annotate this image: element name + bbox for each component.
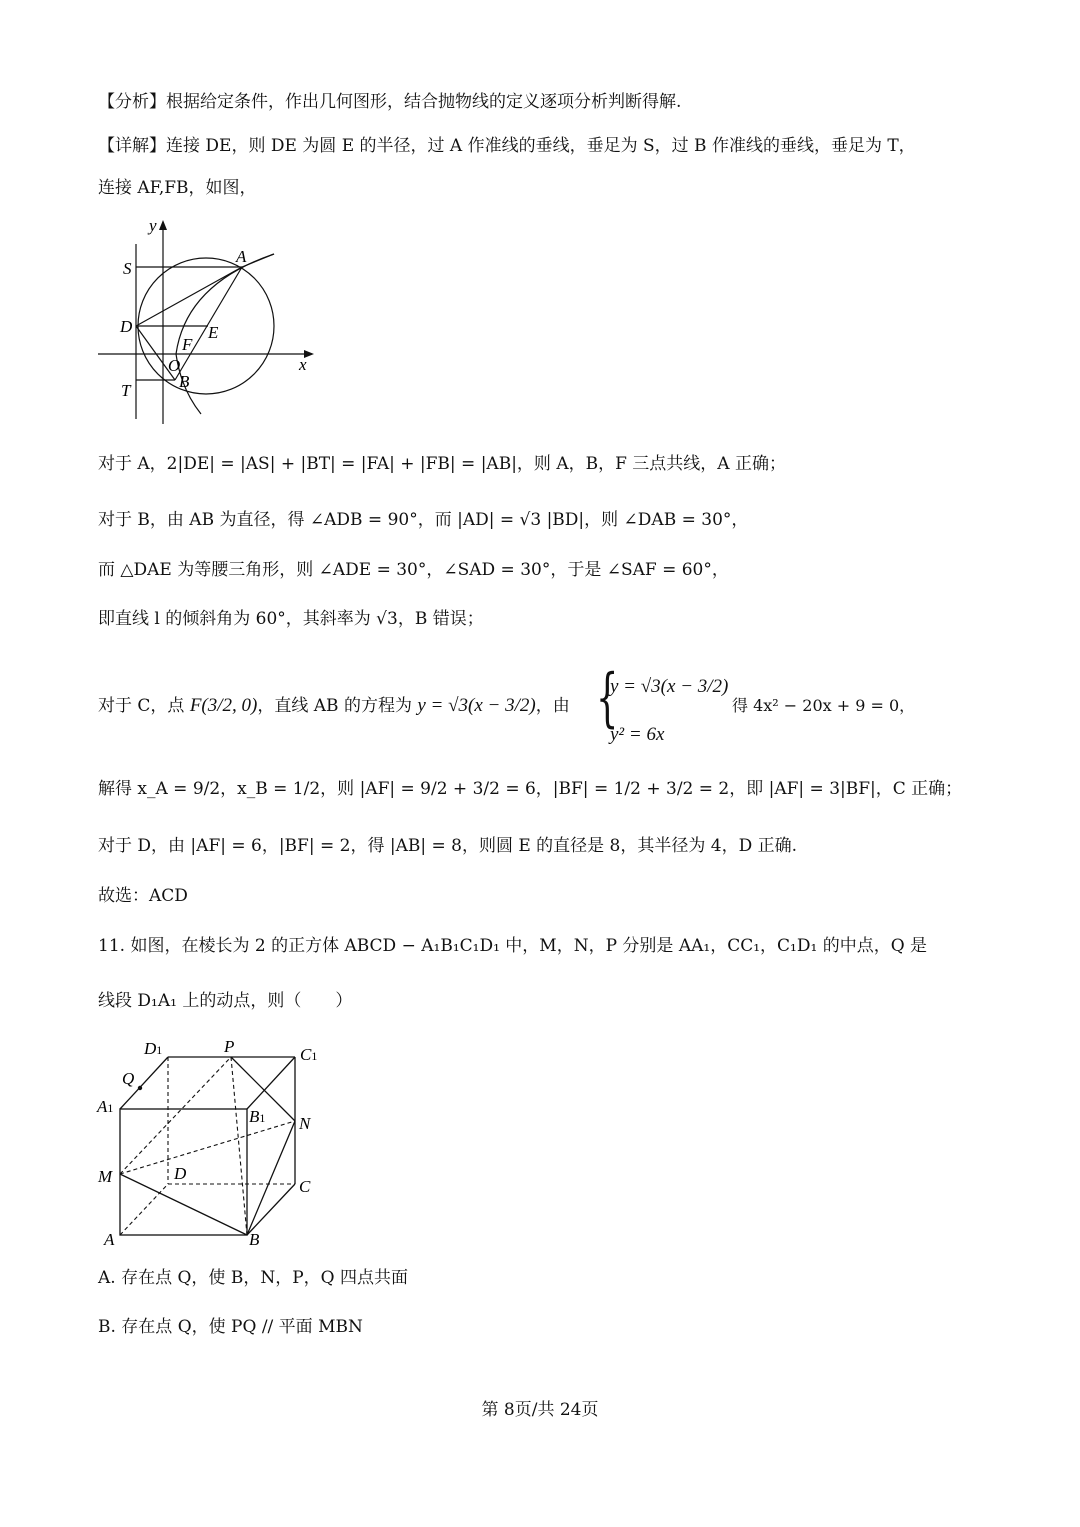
q11-option-b: B. 存在点 Q，使 PQ // 平面 MBN bbox=[98, 1317, 363, 1337]
label-T: T bbox=[121, 381, 131, 400]
label-S: S bbox=[123, 259, 132, 278]
detail-line-1 bbox=[98, 138, 916, 155]
page-footer: 第 8页/共 24页 bbox=[481, 1400, 599, 1420]
option-b-line-1: 对于 B，由 AB 为直径，得 ∠ADB = 90°，而 |AD| = √3 |BD|，则 ∠DAB = 30°， bbox=[98, 510, 749, 530]
q11-line-1: 11. 如图，在棱长为 2 的正方体 ABCD − A₁B₁C₁D₁ 中，M，N，P 分别是 AA₁，CC₁，C₁D₁ 的中点，Q 是 bbox=[98, 936, 928, 956]
label-A: A bbox=[236, 247, 247, 266]
option-c-result: 得 4x² − 20x + 9 = 0， bbox=[732, 696, 916, 715]
label-E: E bbox=[208, 323, 219, 342]
label-B: B bbox=[249, 1230, 260, 1249]
label-Q: Q bbox=[122, 1069, 135, 1088]
analysis-text: 根据给定条件，作出几何图形，结合抛物线的定义逐项分析判断得解. bbox=[166, 92, 682, 112]
q11-line-2: 线段 D₁A₁ 上的动点，则（ ） bbox=[98, 991, 353, 1011]
option-b-line-3: 即直线 l 的倾斜角为 60°，其斜率为 √3，B 错误； bbox=[98, 609, 484, 629]
label-C1: C1 bbox=[300, 1045, 318, 1064]
system-brace: { bbox=[596, 661, 619, 735]
label-D: D bbox=[120, 317, 133, 336]
option-c-line-2: 解得 x_A = 9/2，x_B = 1/2，则 |AF| = 9/2 + 3/2 = 6，|BF| = 1/2 + 3/2 = 2，即 |AF| = 3|BF|，C 正确； bbox=[98, 779, 963, 799]
label-M: M bbox=[98, 1167, 113, 1186]
system-eq-2: y² = 6x bbox=[610, 724, 665, 745]
detail-tag: 【详解】 bbox=[98, 136, 166, 156]
analysis-line bbox=[98, 94, 681, 111]
parabola-circle-figure bbox=[96, 214, 322, 426]
option-c-mid: ，直线 AB 的方程为 bbox=[257, 696, 412, 716]
label-A: A bbox=[104, 1230, 115, 1249]
label-B: B bbox=[179, 372, 190, 391]
label-D1: D1 bbox=[144, 1039, 163, 1058]
label-P: P bbox=[224, 1037, 235, 1056]
option-a-solution: 对于 A，2|DE| = |AS| + |BT| = |FA| + |FB| = |AB|，则 A，B，F 三点共线，A 正确； bbox=[98, 454, 786, 474]
label-y: y bbox=[149, 216, 157, 235]
label-F: F bbox=[182, 335, 193, 354]
option-b-line-2: 而 △DAE 为等腰三角形，则 ∠ADE = 30°，∠SAD = 30°，于是 ∠SAF = 60°， bbox=[98, 560, 729, 580]
option-d-solution: 对于 D，由 |AF| = 6，|BF| = 2，得 |AB| = 8，则圆 E 的直径是 8，其半径为 4，D 正确. bbox=[98, 836, 798, 856]
label-N: N bbox=[299, 1114, 311, 1133]
option-c-line-1 bbox=[98, 696, 570, 715]
detail-line-2: 连接 AF,FB，如图， bbox=[98, 178, 257, 198]
label-D: D bbox=[174, 1164, 187, 1183]
cube-figure bbox=[94, 1036, 334, 1252]
option-c-intro: 对于 C，点 bbox=[98, 696, 185, 716]
label-O: O bbox=[168, 356, 181, 375]
label-A1: A1 bbox=[97, 1097, 114, 1116]
analysis-tag: 【分析】 bbox=[98, 92, 166, 112]
label-C: C bbox=[299, 1177, 311, 1196]
q11-option-a: A. 存在点 Q，使 B，N，P，Q 四点共面 bbox=[98, 1268, 408, 1288]
detail-text-1: 连接 DE，则 DE 为圆 E 的半径，过 A 作准线的垂线，垂足为 S，过 B 作准线的垂线，垂足为 T， bbox=[166, 136, 916, 156]
label-x: x bbox=[299, 355, 307, 374]
answer-line: 故选：ACD bbox=[98, 886, 188, 906]
system-eq-1: y = √3(x − 3/2) bbox=[610, 676, 729, 697]
option-c-F-point: F(3/2, 0) bbox=[189, 695, 258, 716]
option-c-line-eq: y = √3(x − 3/2) bbox=[417, 695, 536, 716]
label-B1: B1 bbox=[249, 1107, 266, 1126]
option-c-by: ，由 bbox=[535, 696, 570, 716]
